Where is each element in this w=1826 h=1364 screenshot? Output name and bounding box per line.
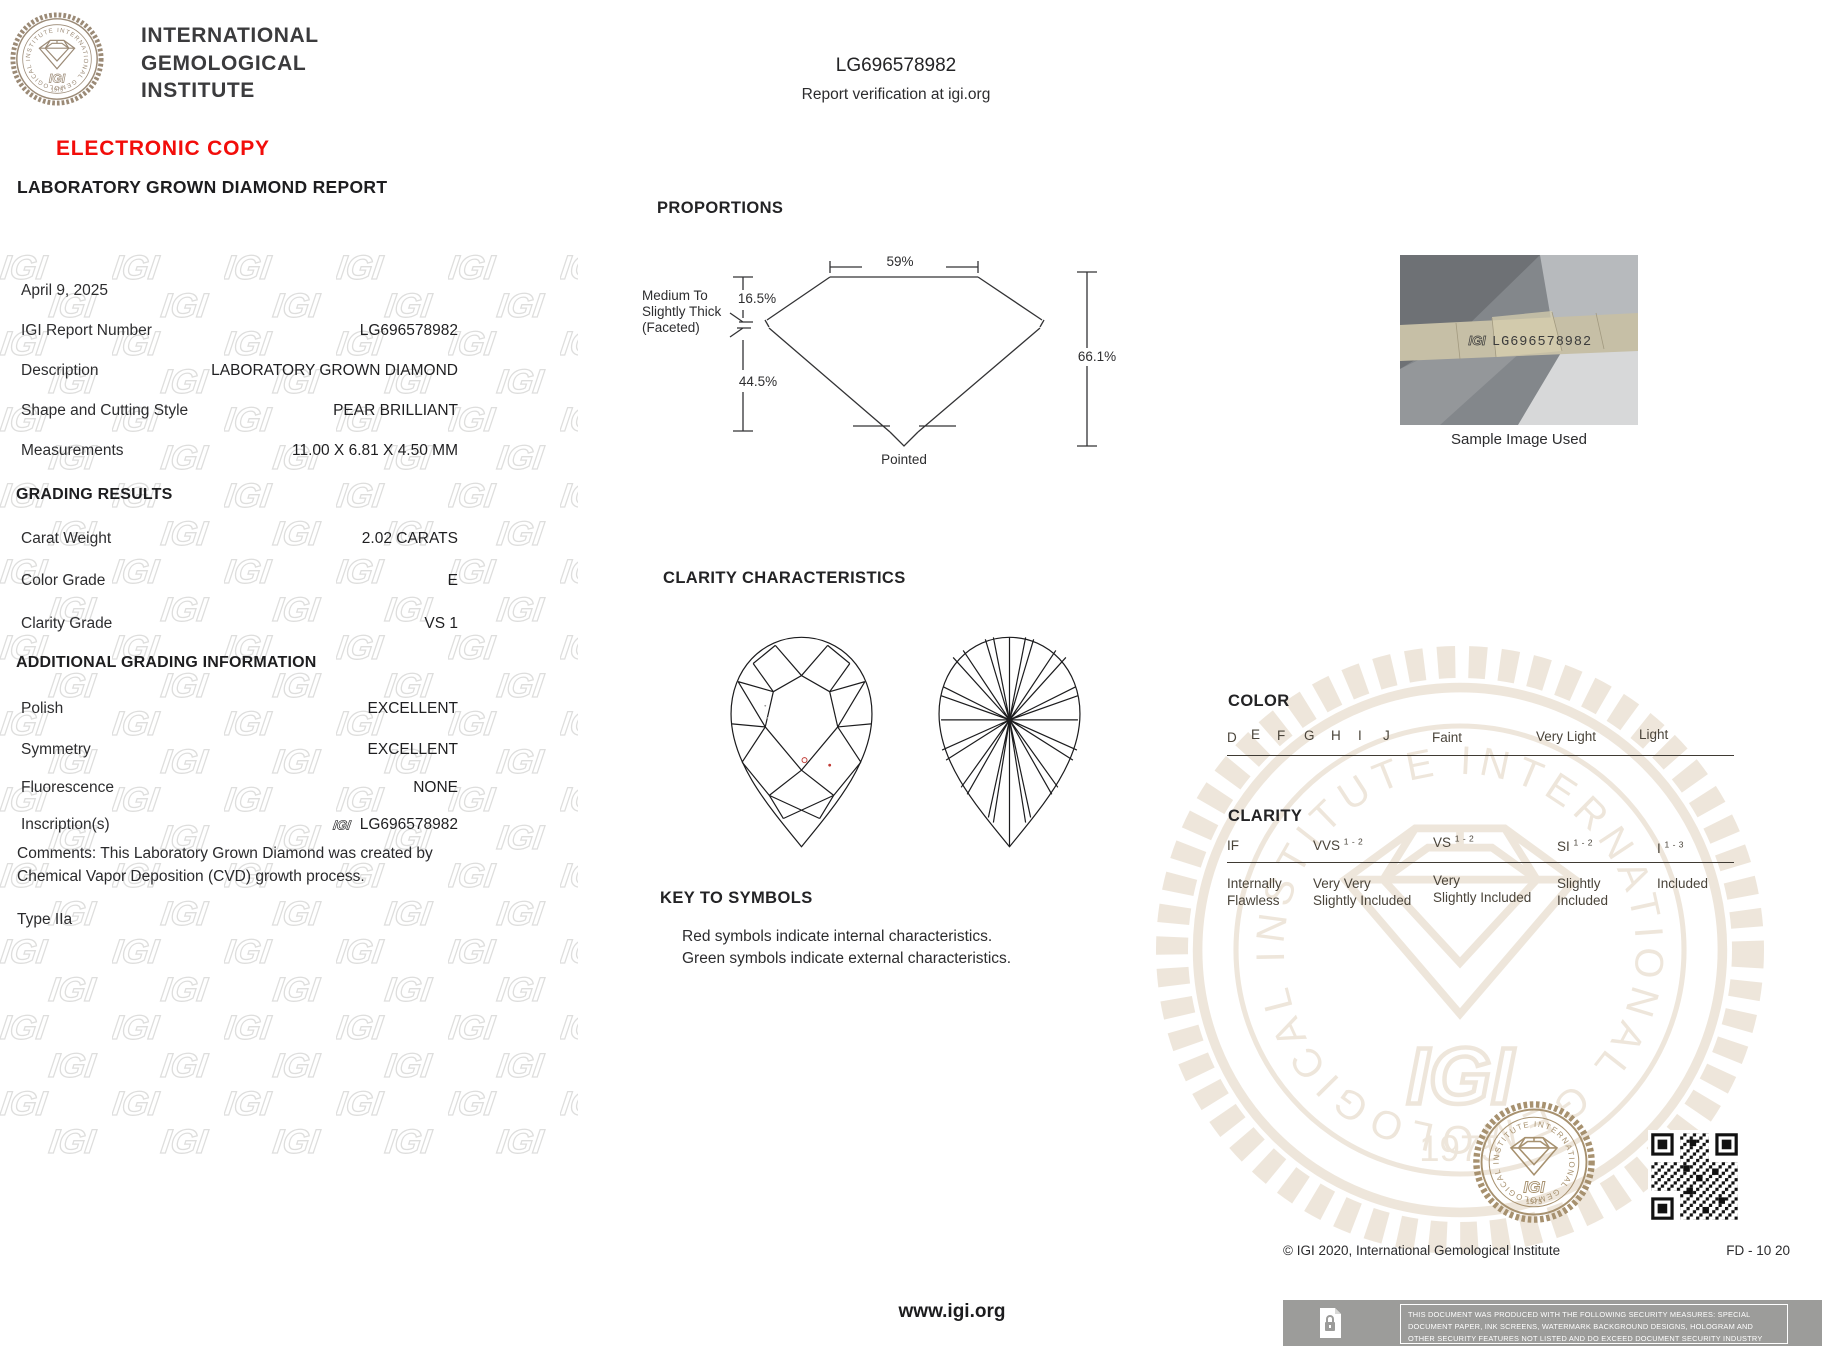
sample-image-igi-glyph: IGI [1468,333,1486,348]
field-label: Description [21,362,99,379]
field-row-fluorescence [21,779,458,797]
igi-inscription-logo-icon [330,817,356,833]
report-verification-text: Report verification at igi.org [801,86,991,103]
color-scale-heading: COLOR [1228,692,1290,710]
field-row-symmetry [21,741,458,759]
security-text: THIS DOCUMENT WAS PRODUCED WITH THE FOLLOWING SECURITY MEASURES: SPECIAL DOCUMENT PAPER, INK SCREENS, WATERMARK BACKGROUND DESIGNS, HOLOGRAM AND OTHER SECURITY FEATURES NOT LISTED AND DO EXCEED DOCUMENT SECURITY INDUSTRY GUIDELINES. [1400,1304,1788,1344]
additional-grading-heading: ADDITIONAL GRADING INFORMATION [16,654,317,671]
copyright-text: © IGI 2020, International Gemological Institute [1283,1243,1561,1258]
field-label: IGI Report Number [21,322,152,339]
clarity-desc-i: Included [1657,876,1709,891]
org-name-line3: INSTITUTE [141,79,255,102]
color-grade-very-light: Very Light [1536,729,1597,744]
field-value [330,816,458,834]
field-label: Measurements [21,442,124,459]
color-grade-E: E [1251,727,1261,742]
field-row-report-number [21,322,458,340]
clarity-col-vs: VS $^{1 - 2}$ [1433,833,1475,850]
color-grade-H: H [1331,728,1341,743]
field-value: EXCELLENT [367,700,458,717]
field-value: NONE [413,779,458,796]
color-scale-line [1227,755,1734,756]
comments-text: Comments: This Laboratory Grown Diamond was created by Chemical Vapor Deposition (CVD) growth process. [17,845,433,885]
field-label: Shape and Cutting Style [21,402,189,419]
svg-text:IGI: IGI [331,817,352,833]
field-row-color-grade [21,572,458,590]
field-value: LG696578982 [359,322,458,339]
field-label: Polish [21,700,64,717]
field-value: EXCELLENT [367,741,458,758]
clarity-desc-si: Slightly Included [1557,876,1609,908]
sample-image-inscription: LG696578982 [1492,335,1593,350]
field-label: Inscription(s) [21,816,110,833]
depth-percent-label: 66.1% [1077,349,1117,364]
field-label: Carat Weight [21,530,112,547]
field-value: PEAR BRILLIANT [333,402,458,419]
inscription-number: LG696578982 [359,816,458,833]
clarity-desc-vs: Very Slightly Included [1433,873,1532,905]
type-line: Type IIa [17,911,73,928]
field-label: Clarity Grade [21,615,113,632]
sample-diamond-image [1400,255,1638,425]
footer-seal [1470,1098,1598,1226]
proportions-diagram [620,250,1140,480]
report-date: April 9, 2025 [21,282,109,299]
report-title: LABORATORY GROWN DIAMOND REPORT [17,177,388,197]
sample-image-caption: Sample Image Used [1451,431,1587,448]
org-name-line2: GEMOLOGICAL [141,51,307,75]
clarity-scale-heading: CLARITY [1228,807,1303,825]
pear-pavilion-diagram [933,631,1086,849]
report-number-top: LG696578982 [835,55,957,76]
org-name [141,22,319,105]
qr-code [1648,1130,1741,1223]
org-name-line1: INTERNATIONAL [141,24,319,47]
clarity-desc-if: Internally Flawless [1227,876,1282,908]
field-row-polish [21,700,458,718]
clarity-col-vvs: VVS $^{1 - 2}$ [1313,836,1364,853]
key-to-symbols-text [682,926,1011,970]
field-label: Fluorescence [21,779,115,796]
form-code: FD - 10 20 [1726,1243,1790,1258]
girdle-label: Medium To Slightly Thick (Faceted) [642,288,722,335]
color-grade-light: Light [1639,727,1669,742]
field-row-description [21,362,458,380]
culet-label: Pointed [881,452,927,467]
key-green-line: Green symbols indicate external characteristics. [682,950,1012,967]
field-value: 2.02 CARATS [361,530,458,547]
field-row-carat [21,530,458,548]
grading-results-heading: GRADING RESULTS [16,486,173,503]
field-value: E [447,572,458,589]
pavilion-percent-label: 44.5% [738,374,778,389]
clarity-desc-vvs: Very Very Slightly Included [1313,876,1412,908]
field-row-shape [21,402,458,420]
color-grade-G: G [1304,728,1315,743]
clarity-col-si: SI $^{1 - 2}$ [1557,837,1594,854]
electronic-copy-label: ELECTRONIC COPY [56,137,270,160]
clarity-characteristics-heading: CLARITY CHARACTERISTICS [663,569,906,587]
color-grade-J: J [1383,728,1390,743]
color-grade-I: I [1358,728,1362,743]
clarity-scale-line [1227,862,1734,863]
field-value: 11.00 X 6.81 X 4.50 MM [291,442,458,459]
color-grade-faint: Faint [1432,730,1463,745]
clarity-col-if: IF [1227,837,1239,853]
pear-crown-diagram [725,631,878,849]
color-grade-F: F [1277,728,1286,743]
color-grade-D: D [1227,730,1237,745]
crown-percent-label: 16.5% [737,291,777,306]
key-to-symbols-heading: KEY TO SYMBOLS [660,889,813,907]
field-row-clarity-grade [21,615,458,633]
key-red-line: Red symbols indicate internal characteristics. [682,928,993,945]
clarity-col-i: I $^{1 - 3}$ [1657,839,1685,856]
clarity-symbols [764,705,831,767]
field-value: VS 1 [424,615,458,632]
field-label: Color Grade [21,572,106,589]
igi-logo-seal [8,10,106,108]
field-label: Symmetry [21,741,91,758]
table-percent-label: 59% [886,254,914,269]
secure-document-lock-icon [1312,1305,1348,1341]
proportions-heading: PROPORTIONS [657,199,784,217]
field-value: LABORATORY GROWN DIAMOND [211,362,458,379]
website-text: www.igi.org [898,1301,1006,1322]
security-bar [1283,1300,1822,1355]
field-row-inscription [21,816,458,834]
field-row-measurements [21,442,458,460]
